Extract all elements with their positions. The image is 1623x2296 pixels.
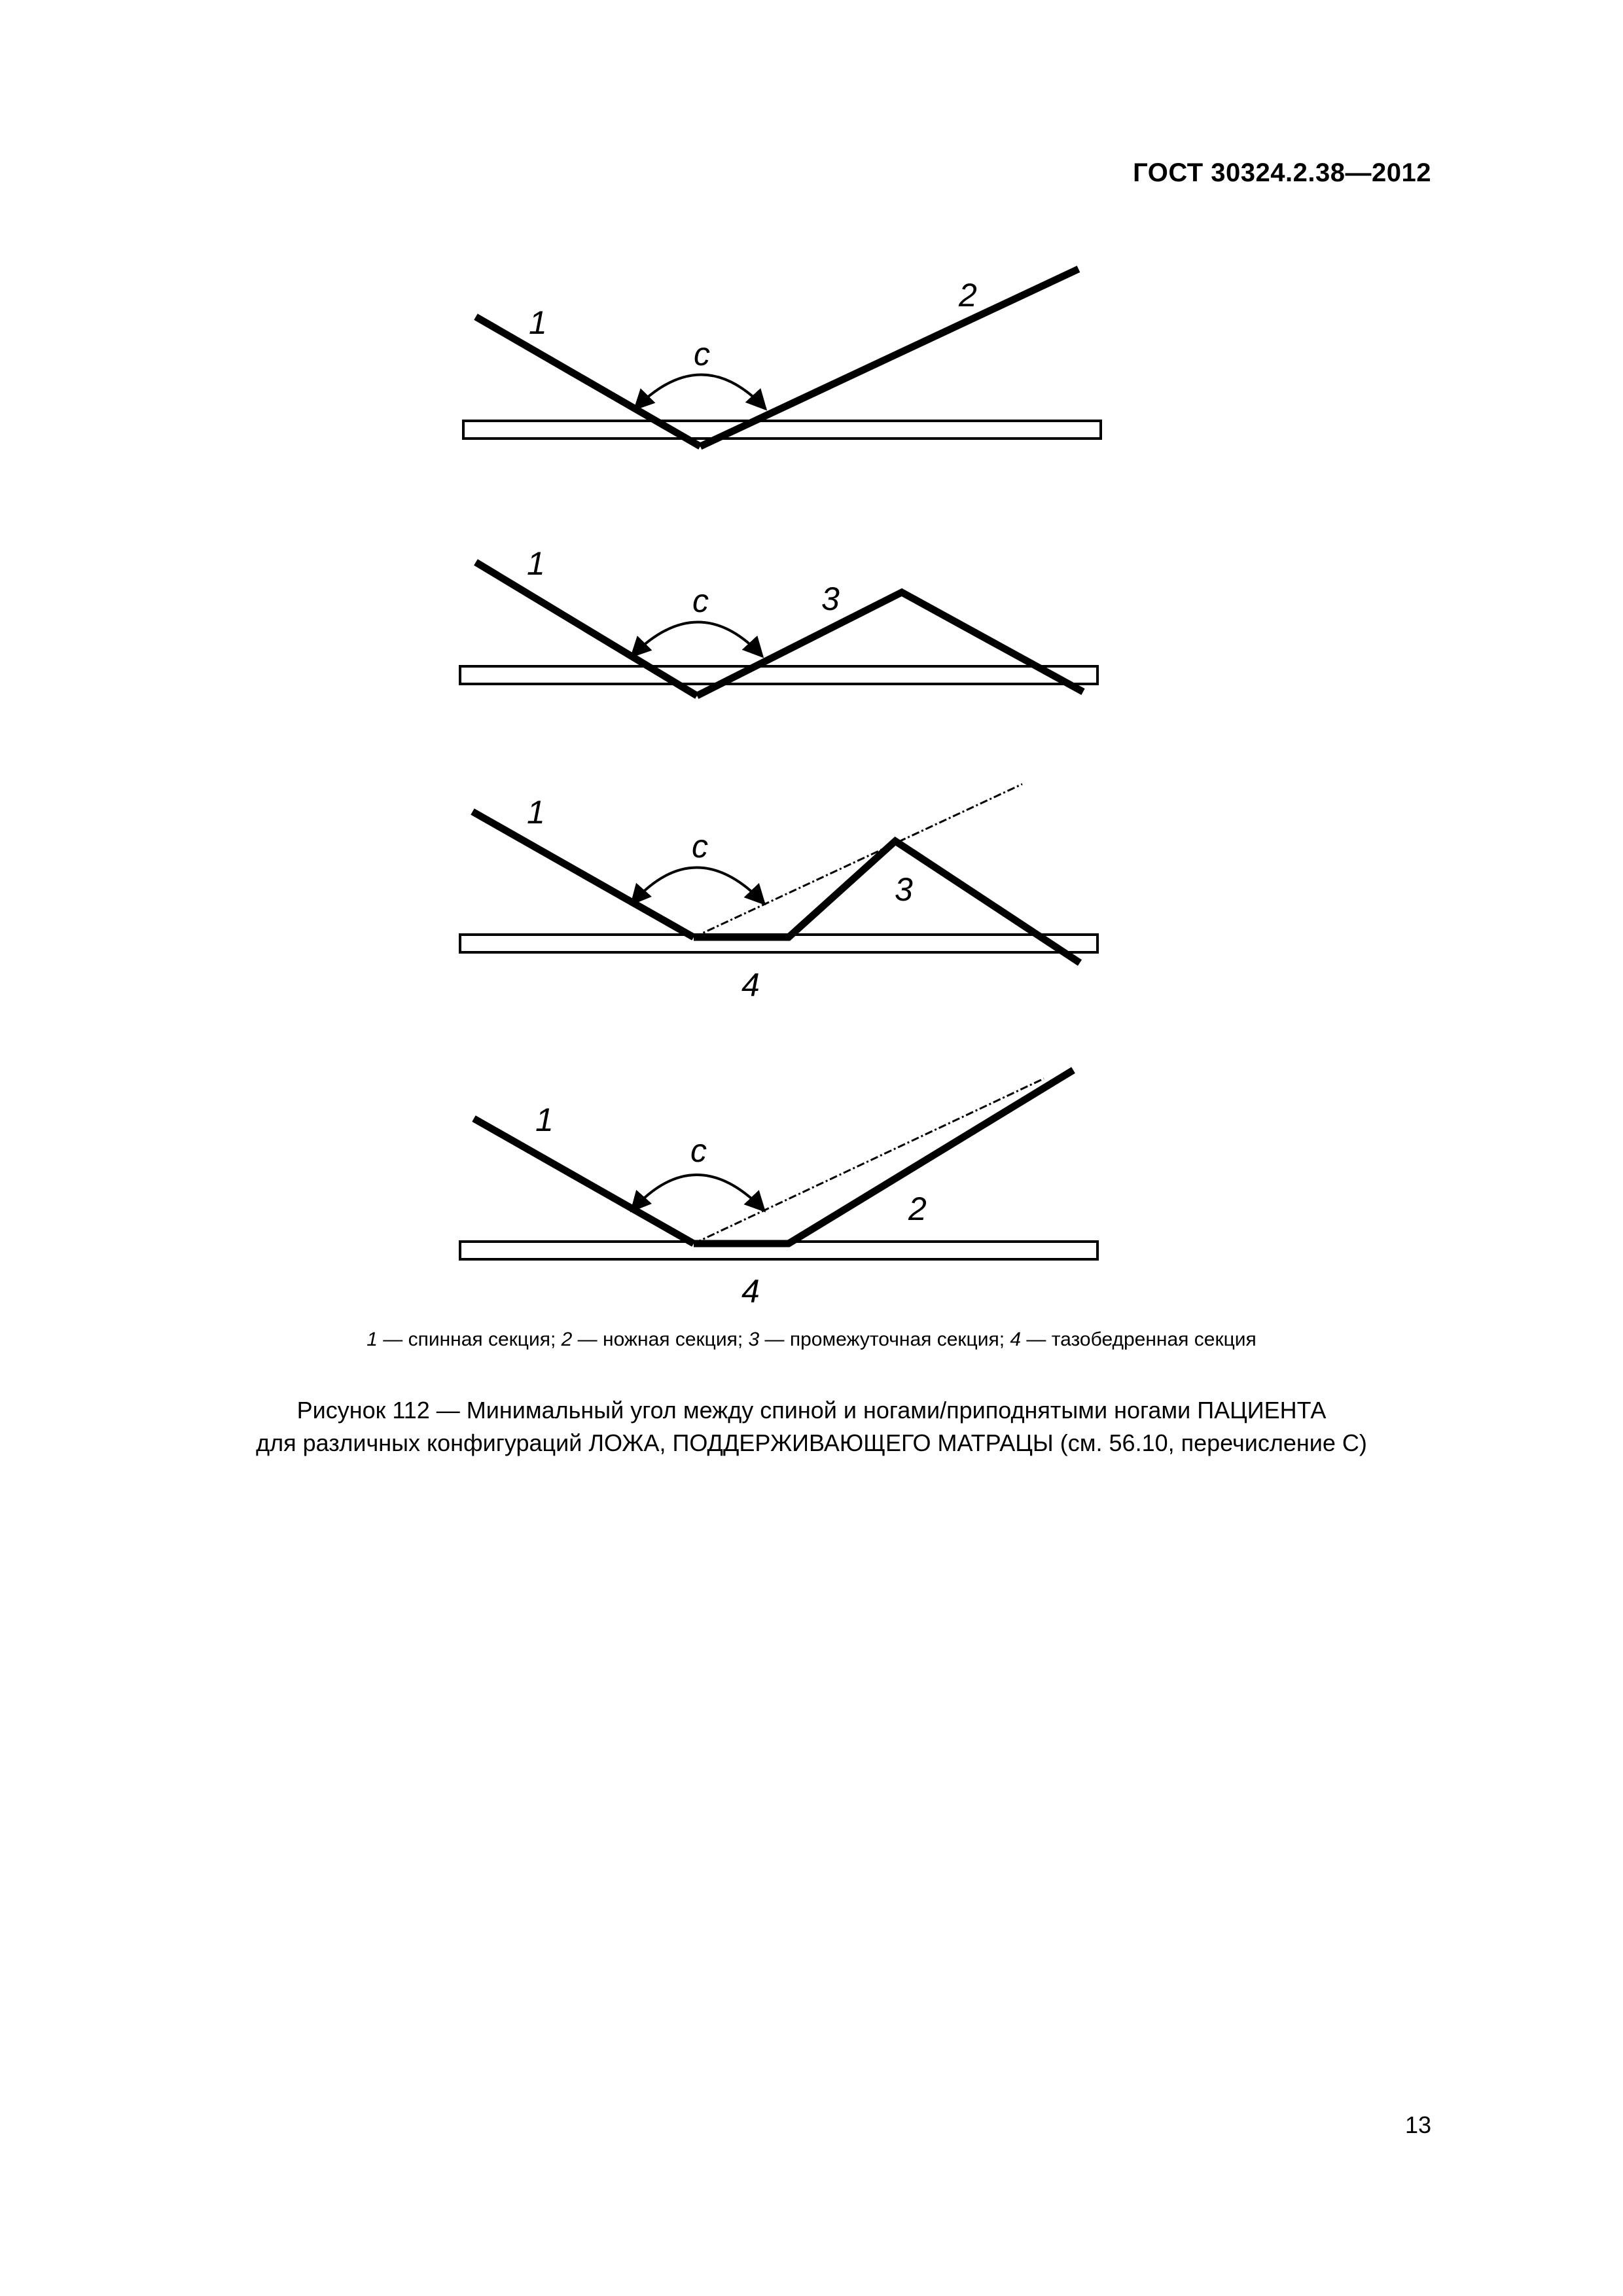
caption-line-1: Рисунок 112 — Минимальный угол между спиной и ногами/приподнятыми ногами ПАЦИЕНТА [296, 1397, 1327, 1424]
label-intermediate-section: 3 [895, 871, 913, 908]
legend-text: — спинная секция; [377, 1329, 562, 1350]
support-board [463, 421, 1101, 439]
diagram-2 [460, 545, 1097, 696]
angle-label: c [692, 828, 708, 865]
back-section-line [474, 1119, 694, 1244]
legend-num: 3 [748, 1329, 760, 1350]
label-leg-section: 2 [908, 1191, 927, 1227]
legend-num: 4 [1010, 1329, 1022, 1350]
angle-label: c [690, 1132, 707, 1169]
reference-dashed-line [694, 1079, 1044, 1244]
support-board [460, 666, 1097, 684]
angle-arc [632, 868, 764, 905]
label-hip-section: 4 [741, 967, 760, 1003]
legend-text: — промежуточная секция; [759, 1329, 1010, 1350]
label-back-section: 1 [529, 304, 547, 341]
legend-num: 2 [561, 1329, 573, 1350]
label-back-section: 1 [535, 1102, 554, 1138]
diagram-3 [460, 784, 1097, 1003]
document-number-header: ГОСТ 30324.2.38—2012 [1133, 158, 1431, 187]
label-hip-section: 4 [741, 1273, 760, 1310]
label-intermediate-section: 3 [821, 581, 840, 617]
legend-text: — ножная секция; [572, 1329, 749, 1350]
angle-arc [632, 622, 762, 657]
angle-arc [632, 1175, 764, 1211]
reference-dashed-line [694, 784, 1022, 937]
figure-caption [0, 1394, 1623, 1460]
label-back-section: 1 [527, 545, 545, 582]
back-section-line [473, 812, 694, 937]
label-leg-section: 2 [959, 277, 977, 314]
legend-num: 1 [366, 1329, 378, 1350]
diagram-4 [460, 1070, 1097, 1310]
page-number: 13 [1404, 2111, 1431, 2138]
angle-label: c [694, 336, 710, 372]
angle-arc [635, 375, 766, 410]
caption-line-2: для различных конфигураций ЛОЖА, ПОДДЕРЖИВАЮЩЕГО МАТРАЦЫ (см. 56.10, перечисление С) [256, 1429, 1367, 1456]
diagram-1 [463, 269, 1101, 446]
angle-label: c [692, 583, 709, 619]
label-back-section: 1 [527, 794, 545, 831]
legend-text: — тазобедренная секция [1021, 1329, 1257, 1350]
figure-legend [0, 1329, 1623, 1351]
